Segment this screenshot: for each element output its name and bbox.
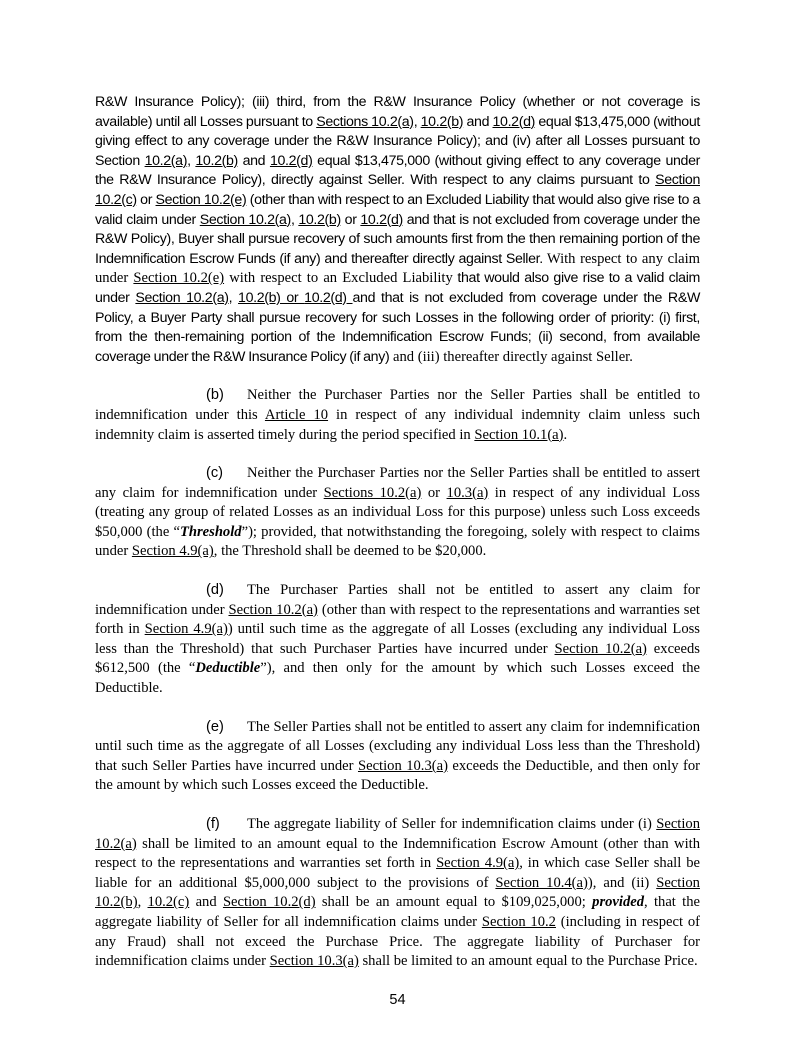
text-segment: shall be limited to an amount equal to the Indemnification Escrow Amount (other than with respect to the representations and warranties set forth in	[95, 835, 700, 872]
text-segment: ), and (ii)	[587, 874, 657, 891]
text-segment: exceeds the Deductible, and then only for the amount by which such Losses exceed the Deductible.	[95, 757, 700, 794]
cross-reference: 10.2(d)	[492, 113, 536, 130]
text-segment: (including in respect of any Fraud) shall not exceed the Purchase Price. The aggregate liability of Purchaser for indemnification claims under	[95, 913, 700, 970]
paragraph-label: (b)	[206, 387, 224, 404]
cross-reference: 10.2(a)	[144, 152, 188, 169]
paragraph-label: (d)	[206, 582, 224, 599]
cross-reference: Section 10.2(a)	[135, 289, 229, 306]
text-segment: R&W Insurance Policy); (iii) third, from the R&W Insurance Policy (whether or not coverage is available) until all Losses pursuant to	[95, 94, 700, 130]
text-segment: ,	[228, 289, 239, 306]
text-segment: .	[563, 426, 568, 443]
text-segment: ,	[187, 152, 196, 169]
text-segment: and (iii) thereafter directly against Seller.	[389, 348, 633, 365]
section-paragraph-e	[95, 718, 700, 796]
cross-reference: Section 4.9(a)	[131, 543, 214, 560]
cross-reference: 10.2(c)	[147, 894, 190, 911]
text-segment: ) until such time as the aggregate of all Losses (excluding any individual Loss less than the Threshold) that such Purchaser Parties have incurred under	[95, 621, 700, 657]
cross-reference: 10.2(d)	[304, 289, 353, 306]
cross-reference: Section 10.2	[481, 913, 556, 930]
text-segment: shall be limited to an amount equal to the Purchase Price.	[358, 953, 698, 970]
text-segment: exceeds $612,500 (the “	[95, 640, 700, 677]
section-paragraph-d	[95, 581, 700, 699]
text-segment: , in which case Seller shall be liable for an additional $5,000,000 subject to the provisions of	[95, 855, 700, 891]
text-segment: and that is not excluded from coverage under the R&W Policy), Buyer shall pursue recovery of such amounts first from the then remaining portion of the Indemnification Escrow Funds (if any) and thereafter directly against Seller.	[95, 211, 701, 267]
continued-paragraph	[95, 93, 700, 367]
paragraph-label: (f)	[206, 816, 220, 832]
cross-reference: Section 10.2(e)	[155, 191, 247, 208]
text-segment: in respect of any individual Loss (treating any group of related Losses as an individual Loss for this purpose) unless such Loss exceeds $50,000 (the “	[95, 484, 700, 540]
text-segment: Neither the Purchaser Parties nor the Seller Parties shall be entitled to indemnification under this	[95, 387, 700, 423]
text-segment: With respect to any claim under	[95, 250, 701, 287]
defined-term: provided	[592, 894, 645, 911]
text-segment: that would also give rise to a valid claim under	[95, 270, 700, 306]
text-segment: (other than with respect to an Excluded Liability that would also give rise to a valid claim under	[95, 191, 701, 228]
text-segment: equal $13,475,000 (without giving effect to any coverage under the R&W Insurance Policy), directly against Seller. With respect to any claims pursuant to	[95, 152, 700, 189]
cross-reference: 10.2(b)	[420, 113, 464, 130]
text-segment: and	[463, 113, 493, 130]
text-segment: with respect to an Excluded Liability	[224, 270, 453, 287]
text-segment: or	[340, 211, 361, 228]
cross-reference: 10.2(b)	[195, 152, 238, 169]
text-segment: The aggregate liability of Seller for indemnification claims under (i)	[247, 816, 657, 832]
cross-reference: Section 10.2(a)	[199, 211, 291, 228]
text-segment: in respect of any individual indemnity claim unless such indemnity claim is asserted timely during the period specified in	[95, 406, 700, 443]
text-segment: or	[136, 191, 156, 208]
defined-term: Deductible	[195, 660, 261, 677]
cross-reference: Section 10.3(a)	[357, 757, 448, 774]
cross-reference: Sections 10.2(a)	[323, 484, 422, 501]
text-segment: , the Threshold shall be deemed to be $20,000.	[213, 543, 487, 560]
cross-reference: Section 10.2(e)	[133, 270, 225, 287]
cross-reference: Section 10.2(c)	[95, 172, 700, 208]
text-segment: The Purchaser Parties shall not be entitled to assert any claim for indemnification under	[95, 582, 700, 618]
section-paragraph-c	[95, 464, 700, 562]
defined-term: Threshold	[179, 523, 242, 540]
text-segment: or	[421, 484, 447, 501]
cross-reference: Section 4.9(a)	[436, 855, 520, 872]
cross-reference: 10.2(d)	[360, 211, 403, 228]
cross-reference: Section 10.2(b)	[95, 874, 700, 911]
section-paragraph-f	[95, 815, 700, 972]
cross-reference: Section 10.2(d)	[222, 894, 316, 911]
text-segment: ,	[137, 894, 148, 911]
cross-reference: Section 10.2(a)	[228, 601, 318, 618]
paragraph-label: (c)	[206, 465, 224, 482]
text-segment: and	[237, 152, 270, 169]
text-segment: and that is not excluded from coverage under the R&W Policy, a Buyer Party shall pursue recovery for such Losses in the following order of priority: (i) first, from the then-remaining portion of the Indemnification Escrow Funds; (ii) second, from available coverage under the R&W Insurance Policy (if any)	[95, 289, 700, 365]
text-segment: Neither the Purchaser Parties nor the Seller Parties shall be entitled to assert any claim for indemnification under	[95, 465, 700, 501]
cross-reference: Section 4.9(a)	[144, 621, 228, 638]
text-segment: and	[189, 894, 223, 911]
text-segment: , that the aggregate liability of Seller for all indemnification claims under	[95, 894, 700, 930]
text-segment: shall be an amount equal to $109,025,000;	[315, 894, 593, 911]
document-body	[95, 93, 700, 972]
page-number: 54	[389, 991, 406, 1008]
text-segment: equal $13,475,000 (without giving effect to any coverage under the R&W Insurance Policy); and (iv) after all Losses pursuant to Section	[95, 113, 700, 169]
text-segment: ”), and then only for the amount by which such Losses exceed the Deductible.	[95, 660, 700, 697]
cross-reference: Section 10.1(a)	[474, 426, 564, 443]
text-segment: ,	[413, 113, 421, 130]
text-segment: (other than with respect to the representations and warranties set forth in	[95, 601, 700, 638]
cross-reference: Section 10.3(a)	[269, 953, 359, 970]
text-segment: The Seller Parties shall not be entitled to assert any claim for indemnification until such time as the aggregate of all Losses (excluding any individual Loss less than the Threshold) that such Seller Parties have incurred under	[95, 718, 700, 774]
cross-reference: 10.3(a)	[446, 484, 489, 501]
cross-reference: 10.2(b)	[298, 211, 341, 228]
cross-reference: Sections 10.2(a)	[316, 113, 414, 130]
paragraph-label: (e)	[206, 718, 224, 735]
cross-reference: 10.2(b) or	[238, 289, 305, 306]
cross-reference: Section 10.2(a)	[95, 816, 700, 852]
cross-reference: Section 10.2(a)	[554, 640, 647, 657]
section-paragraph-b	[95, 386, 700, 445]
cross-reference: 10.2(d)	[269, 152, 313, 169]
cross-reference: Article 10	[264, 406, 329, 423]
cross-reference: Section 10.4(a)	[495, 874, 588, 891]
text-segment: ,	[290, 211, 299, 228]
text-segment: ”); provided, that notwithstanding the foregoing, solely with respect to claims under	[95, 523, 700, 560]
